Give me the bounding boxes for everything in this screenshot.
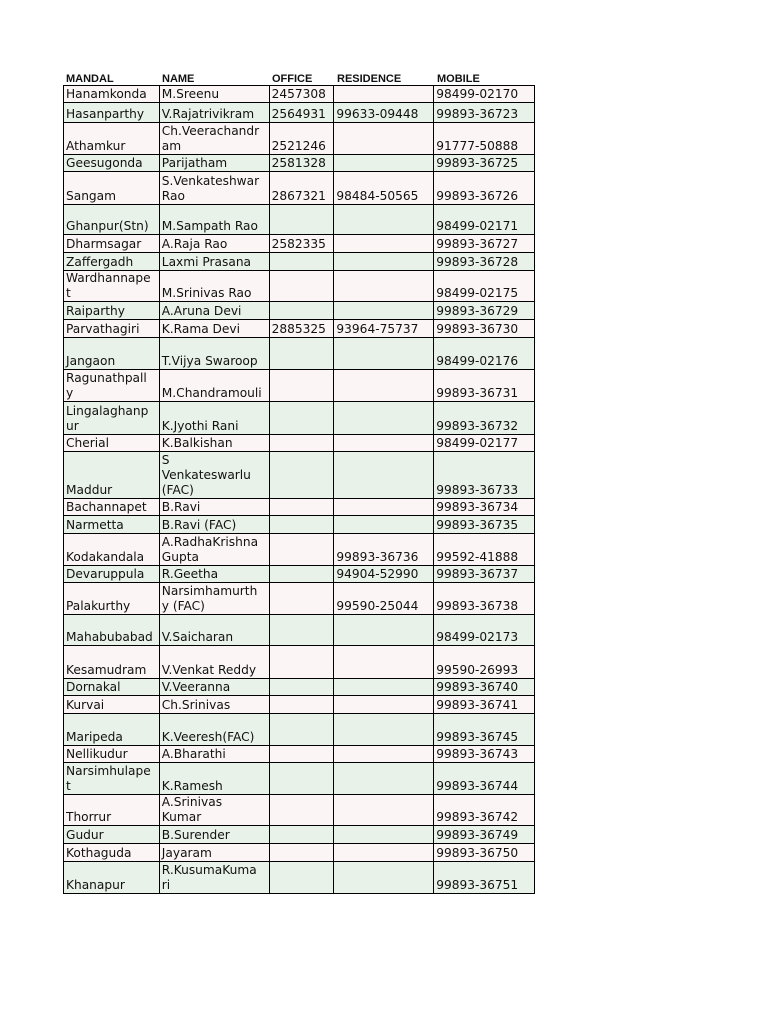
table-row bbox=[64, 452, 535, 499]
table-row bbox=[64, 205, 535, 235]
cell-office bbox=[270, 826, 335, 843]
table-row bbox=[64, 714, 535, 746]
cell-office bbox=[270, 679, 335, 695]
cell-mobile: 99893-36744 bbox=[434, 763, 535, 794]
cell-mobile: 91777-50888 bbox=[434, 123, 535, 154]
cell-mobile: 99893-36742 bbox=[434, 795, 535, 825]
table-row bbox=[64, 86, 535, 103]
cell-mobile: 99893-36726 bbox=[434, 172, 535, 204]
cell-name: M.Srinivas Rao bbox=[160, 271, 270, 301]
table-row bbox=[64, 615, 535, 646]
cell-office bbox=[270, 534, 335, 565]
cell-residence bbox=[334, 402, 434, 434]
cell-office bbox=[270, 402, 335, 434]
cell-mandal: Maddur bbox=[64, 452, 160, 498]
cell-mandal: Kurvai bbox=[64, 696, 160, 713]
cell-name: A.Srinivas Kumar bbox=[160, 795, 270, 825]
table-row bbox=[64, 253, 535, 271]
cell-residence bbox=[334, 696, 434, 713]
cell-name: V.Saicharan bbox=[160, 615, 270, 645]
cell-mandal: Lingalaghanp ur bbox=[64, 402, 160, 434]
cell-mandal: Bachannapet bbox=[64, 499, 160, 515]
table-row bbox=[64, 320, 535, 338]
cell-mobile: 99893-36749 bbox=[434, 826, 535, 843]
cell-office bbox=[270, 205, 335, 234]
cell-office bbox=[270, 452, 335, 498]
cell-residence bbox=[334, 646, 434, 678]
table-row bbox=[64, 646, 535, 679]
table-row bbox=[64, 746, 535, 763]
cell-mandal: Kothaguda bbox=[64, 844, 160, 861]
cell-mobile: 99893-36730 bbox=[434, 320, 535, 337]
cell-name: K.Balkishan bbox=[160, 435, 270, 451]
cell-name: K.Rama Devi bbox=[160, 320, 270, 337]
cell-mobile: 99893-36741 bbox=[434, 696, 535, 713]
cell-office bbox=[270, 795, 335, 825]
cell-mobile: 99893-36723 bbox=[434, 103, 535, 122]
header-row bbox=[63, 68, 535, 85]
table-row bbox=[64, 123, 535, 155]
cell-name: K.Ramesh bbox=[160, 763, 270, 794]
table-row bbox=[64, 435, 535, 452]
cell-mandal: Cherial bbox=[64, 435, 160, 451]
cell-name: Ch.Veerachandr am bbox=[160, 123, 270, 154]
header-mobile: MOBILE bbox=[437, 73, 480, 85]
header-office: OFFICE bbox=[272, 73, 313, 85]
cell-mobile: 98499-02171 bbox=[434, 205, 535, 234]
table-body bbox=[63, 85, 535, 894]
cell-mobile: 99893-36735 bbox=[434, 516, 535, 533]
table-row bbox=[64, 271, 535, 302]
cell-mandal: Zaffergadh bbox=[64, 253, 160, 270]
table-row bbox=[64, 402, 535, 435]
table-row bbox=[64, 103, 535, 123]
table-row bbox=[64, 516, 535, 534]
cell-mandal: Raiparthy bbox=[64, 302, 160, 319]
cell-residence bbox=[334, 205, 434, 234]
cell-residence bbox=[334, 679, 434, 695]
cell-mobile: 99893-36732 bbox=[434, 402, 535, 434]
cell-name: M.Sampath Rao bbox=[160, 205, 270, 234]
cell-mobile: 99893-36729 bbox=[434, 302, 535, 319]
cell-residence bbox=[334, 826, 434, 843]
cell-office bbox=[270, 583, 335, 614]
cell-mandal: Devaruppula bbox=[64, 566, 160, 582]
table-row bbox=[64, 338, 535, 370]
cell-name: B.Ravi bbox=[160, 499, 270, 515]
cell-office bbox=[270, 746, 335, 762]
cell-name: B.Surender bbox=[160, 826, 270, 843]
cell-name: R.Geetha bbox=[160, 566, 270, 582]
cell-mandal: Hasanparthy bbox=[64, 103, 160, 122]
cell-residence bbox=[334, 499, 434, 515]
cell-office bbox=[270, 516, 335, 533]
cell-mandal: Thorrur bbox=[64, 795, 160, 825]
cell-name: S.Venkateshwar Rao bbox=[160, 172, 270, 204]
cell-mobile: 99893-36750 bbox=[434, 844, 535, 861]
cell-office bbox=[270, 338, 335, 369]
table-row bbox=[64, 566, 535, 583]
cell-mobile: 99893-36737 bbox=[434, 566, 535, 582]
table-row bbox=[64, 862, 535, 894]
cell-office: 2521246 bbox=[270, 123, 335, 154]
cell-office: 2582335 bbox=[270, 235, 335, 252]
cell-mobile: 99893-36751 bbox=[434, 862, 535, 893]
cell-mandal: Maripeda bbox=[64, 714, 160, 745]
cell-mobile: 99893-36727 bbox=[434, 235, 535, 252]
cell-mandal: Mahabubabad bbox=[64, 615, 160, 645]
cell-office bbox=[270, 499, 335, 515]
cell-mandal: Geesugonda bbox=[64, 155, 160, 171]
header-name: NAME bbox=[162, 73, 195, 85]
table-row bbox=[64, 172, 535, 205]
cell-office bbox=[270, 763, 335, 794]
cell-office bbox=[270, 271, 335, 301]
cell-mandal: Khanapur bbox=[64, 862, 160, 893]
cell-mobile: 99893-36734 bbox=[434, 499, 535, 515]
cell-residence bbox=[334, 714, 434, 745]
cell-mandal: Nellikudur bbox=[64, 746, 160, 762]
cell-name: A.Bharathi bbox=[160, 746, 270, 762]
contact-table bbox=[63, 68, 535, 894]
cell-residence: 94904-52990 bbox=[334, 566, 434, 582]
cell-mandal: Dornakal bbox=[64, 679, 160, 695]
table-row bbox=[64, 155, 535, 172]
cell-mobile: 99893-36743 bbox=[434, 746, 535, 762]
cell-name: T.Vijya Swaroop bbox=[160, 338, 270, 369]
cell-office bbox=[270, 566, 335, 582]
cell-mobile: 99893-36725 bbox=[434, 155, 535, 171]
cell-mobile: 98499-02177 bbox=[434, 435, 535, 451]
table-row bbox=[64, 534, 535, 566]
cell-mobile: 99893-36738 bbox=[434, 583, 535, 614]
header-residence: RESIDENCE bbox=[337, 73, 402, 85]
cell-residence bbox=[334, 746, 434, 762]
cell-office bbox=[270, 646, 335, 678]
cell-name: Narsimhamurth y (FAC) bbox=[160, 583, 270, 614]
cell-name: V.Venkat Reddy bbox=[160, 646, 270, 678]
cell-residence bbox=[334, 271, 434, 301]
cell-name: A.Aruna Devi bbox=[160, 302, 270, 319]
cell-residence bbox=[334, 123, 434, 154]
cell-residence: 99893-36736 bbox=[334, 534, 434, 565]
cell-residence bbox=[334, 253, 434, 270]
cell-mandal: Gudur bbox=[64, 826, 160, 843]
cell-office: 2581328 bbox=[270, 155, 335, 171]
table-row bbox=[64, 826, 535, 844]
cell-name: K.Veeresh(FAC) bbox=[160, 714, 270, 745]
cell-residence bbox=[334, 862, 434, 893]
cell-name: A.Raja Rao bbox=[160, 235, 270, 252]
header-mandal: MANDAL bbox=[66, 73, 114, 85]
cell-mobile: 98499-02176 bbox=[434, 338, 535, 369]
cell-mandal: Parvathagiri bbox=[64, 320, 160, 337]
cell-mandal: Jangaon bbox=[64, 338, 160, 369]
cell-residence bbox=[334, 235, 434, 252]
cell-mobile: 99893-36745 bbox=[434, 714, 535, 745]
cell-residence bbox=[334, 338, 434, 369]
cell-name: M.Chandramouli bbox=[160, 370, 270, 401]
cell-residence bbox=[334, 452, 434, 498]
table-row bbox=[64, 583, 535, 615]
cell-name: Laxmi Prasana bbox=[160, 253, 270, 270]
cell-office: 2867321 bbox=[270, 172, 335, 204]
cell-name: Ch.Srinivas bbox=[160, 696, 270, 713]
cell-mandal: Kodakandala bbox=[64, 534, 160, 565]
cell-mobile: 98499-02170 bbox=[434, 86, 535, 102]
cell-name: K.Jyothi Rani bbox=[160, 402, 270, 434]
cell-name: R.KusumaKuma ri bbox=[160, 862, 270, 893]
cell-mobile: 99893-36733 bbox=[434, 452, 535, 498]
cell-office: 2885325 bbox=[270, 320, 335, 337]
cell-office bbox=[270, 253, 335, 270]
table-row bbox=[64, 795, 535, 826]
cell-office: 2564931 bbox=[270, 103, 335, 122]
cell-name: V.Veeranna bbox=[160, 679, 270, 695]
cell-mandal: Ghanpur(Stn) bbox=[64, 205, 160, 234]
cell-mandal: Dharmsagar bbox=[64, 235, 160, 252]
cell-residence bbox=[334, 155, 434, 171]
cell-office bbox=[270, 615, 335, 645]
cell-name: M.Sreenu bbox=[160, 86, 270, 102]
table-row bbox=[64, 302, 535, 320]
cell-mandal: Athamkur bbox=[64, 123, 160, 154]
cell-name: B.Ravi (FAC) bbox=[160, 516, 270, 533]
cell-office bbox=[270, 696, 335, 713]
cell-office bbox=[270, 714, 335, 745]
cell-mandal: Hanamkonda bbox=[64, 86, 160, 102]
cell-office bbox=[270, 302, 335, 319]
table-row bbox=[64, 696, 535, 714]
cell-mobile: 99592-41888 bbox=[434, 534, 535, 565]
cell-name: A.RadhaKrishna Gupta bbox=[160, 534, 270, 565]
cell-office: 2457308 bbox=[270, 86, 335, 102]
cell-name: Jayaram bbox=[160, 844, 270, 861]
cell-mandal: Narmetta bbox=[64, 516, 160, 533]
cell-mobile: 98499-02175 bbox=[434, 271, 535, 301]
cell-name: Parijatham bbox=[160, 155, 270, 171]
table-row bbox=[64, 235, 535, 253]
cell-mobile: 99893-36731 bbox=[434, 370, 535, 401]
cell-mandal: Kesamudram bbox=[64, 646, 160, 678]
table-row bbox=[64, 679, 535, 696]
cell-mandal: Wardhannape t bbox=[64, 271, 160, 301]
cell-residence: 99590-25044 bbox=[334, 583, 434, 614]
cell-office bbox=[270, 435, 335, 451]
cell-residence: 99633-09448 bbox=[334, 103, 434, 122]
cell-office bbox=[270, 370, 335, 401]
cell-office bbox=[270, 844, 335, 861]
cell-residence bbox=[334, 516, 434, 533]
cell-residence bbox=[334, 844, 434, 861]
cell-residence bbox=[334, 795, 434, 825]
cell-residence bbox=[334, 302, 434, 319]
cell-residence bbox=[334, 86, 434, 102]
cell-residence: 98484-50565 bbox=[334, 172, 434, 204]
table-row bbox=[64, 370, 535, 402]
table-row bbox=[64, 763, 535, 795]
cell-residence: 93964-75737 bbox=[334, 320, 434, 337]
cell-mobile: 98499-02173 bbox=[434, 615, 535, 645]
cell-residence bbox=[334, 763, 434, 794]
cell-residence bbox=[334, 615, 434, 645]
cell-mobile: 99590-26993 bbox=[434, 646, 535, 678]
cell-mobile: 99893-36740 bbox=[434, 679, 535, 695]
table-row bbox=[64, 499, 535, 516]
cell-mobile: 99893-36728 bbox=[434, 253, 535, 270]
cell-office bbox=[270, 862, 335, 893]
cell-residence bbox=[334, 435, 434, 451]
cell-mandal: Narsimhulape t bbox=[64, 763, 160, 794]
cell-mandal: Sangam bbox=[64, 172, 160, 204]
cell-mandal: Palakurthy bbox=[64, 583, 160, 614]
cell-name: V.Rajatrivikram bbox=[160, 103, 270, 122]
cell-mandal: Ragunathpall y bbox=[64, 370, 160, 401]
table-row bbox=[64, 844, 535, 862]
cell-residence bbox=[334, 370, 434, 401]
cell-name: S Venkateswarlu (FAC) bbox=[160, 452, 270, 498]
